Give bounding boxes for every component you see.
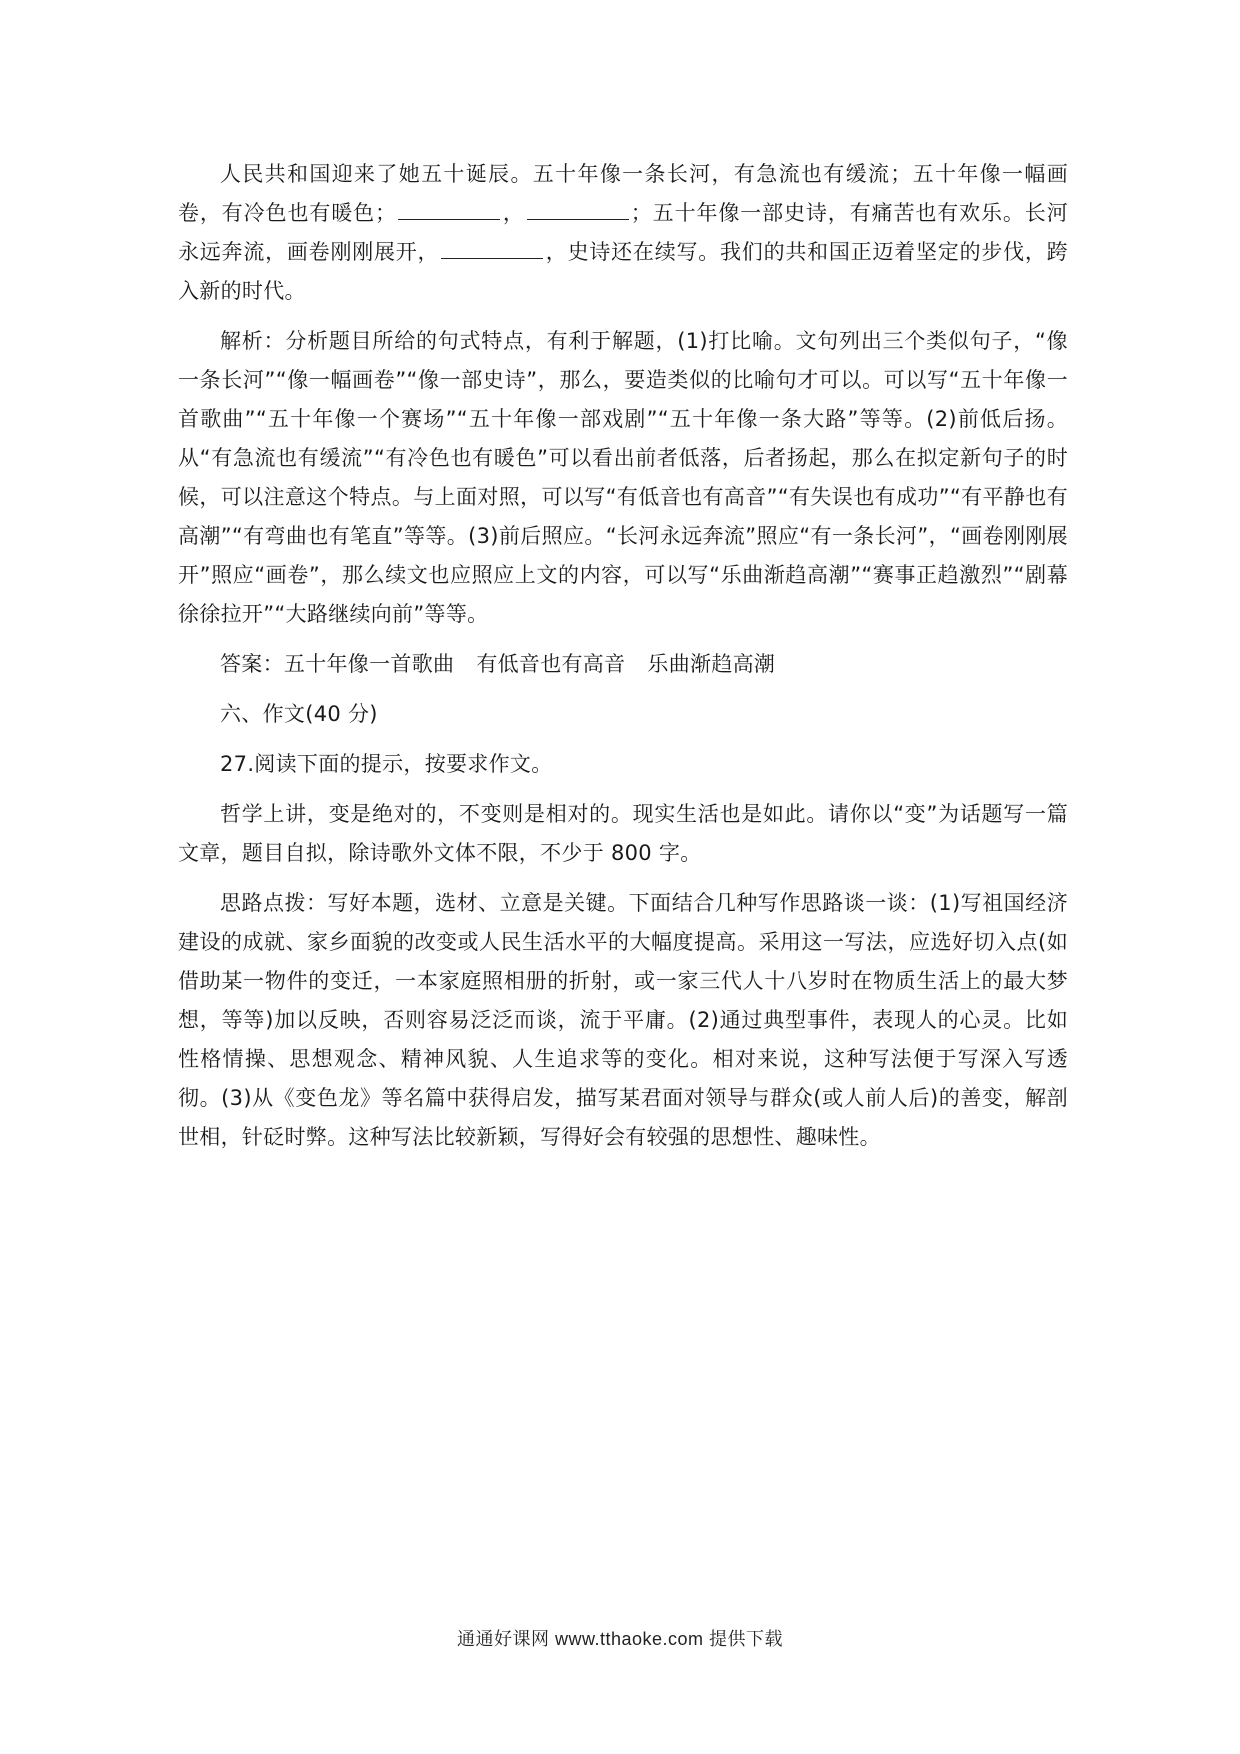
- passage-text-1: 人民共和国迎来了她五十诞辰。五十年像一条长河，有急流也有缓流；五十年像一幅画卷，有冷色也有暖色；: [178, 162, 1068, 225]
- passage-text-2: ；五十年像一部史诗，有痛苦也有欢乐。长河永远奔流，画卷刚刚展开，: [178, 201, 1068, 264]
- writing-guidance: 思路点拨：写好本题，选材、立意是关键。下面结合几种写作思路谈一谈：(1)写祖国经济建设的成就、家乡面貌的改变或人民生活水平的大幅度提高。采用这一写法，应选好切入点(如借助某一物件的变迁，一本家庭照相册的折射，或一家三代人十八岁时在物质生活上的最大梦想，等等)加以反映，否则容易泛泛而谈，流于平庸。(2)通过典型事件，表现人的心灵。比如性格情操、思想观念、精神风貌、人生追求等的变化。相对来说，这种写法便于写深入写透彻。(3)从《变色龙》等名篇中获得启发，描写某君面对领导与群众(或人前人后)的善变，解剖世相，针砭时弊。这种写法比较新颖，写得好会有较强的思想性、趣味性。: [178, 891, 1068, 1149]
- question-number: 27.阅读下面的提示，按要求作文。: [220, 752, 553, 776]
- answer-item-2: 有低音也有高音: [476, 652, 626, 676]
- document-body: [178, 155, 1068, 1168]
- passage-text-3: ，史诗还在续写。我们的共和国正迈着坚定的步伐，跨入新的时代。: [178, 240, 1068, 303]
- essay-prompt: 哲学上讲，变是绝对的，不变则是相对的。现实生活也是如此。请你以“变”为话题写一篇文章，题目自拟，除诗歌外文体不限，不少于 800 字。: [178, 802, 1068, 865]
- passage-paragraph: [178, 155, 1068, 311]
- passage-separator: ，: [502, 201, 525, 225]
- page-footer: 通通好课网 www.tthaoke.com 提供下载: [456, 1629, 784, 1649]
- answer-blank-3: [441, 240, 543, 259]
- answer-paragraph: [178, 645, 1068, 684]
- answer-item-1: 五十年像一首歌曲: [283, 652, 455, 676]
- answer-label: 答案：: [220, 652, 284, 676]
- answer-blank-2: [527, 201, 629, 220]
- section-heading: 六、作文(40 分): [220, 702, 378, 726]
- analysis-paragraph: 解析：分析题目所给的句式特点，有利于解题，(1)打比喻。文句列出三个类似句子，“像一条长河”“像一幅画卷”“像一部史诗”，那么，要造类似的比喻句才可以。可以写“五十年像一首歌曲”“五十年像一个赛场”“五十年像一部戏剧”“五十年像一条大路”等等。(2)前低后扬。从“有急流也有缓流”“有冷色也有暖色”可以看出前者低落，后者扬起，那么在拟定新句子的时候，可以注意这个特点。与上面对照，可以写“有低音也有高音”“有失误也有成功”“有平静也有高潮”“有弯曲也有笔直”等等。(3)前后照应。“长河永远奔流”照应“有一条长河”，“画卷刚刚展开”照应“画卷”，那么续文也应照应上文的内容，可以写“乐曲渐趋高潮”“赛事正趋激烈”“剧幕徐徐拉开”“大路继续向前”等等。: [178, 329, 1068, 626]
- answer-blank-1: [398, 201, 500, 220]
- answer-item-3: 乐曲渐趋高潮: [647, 652, 776, 676]
